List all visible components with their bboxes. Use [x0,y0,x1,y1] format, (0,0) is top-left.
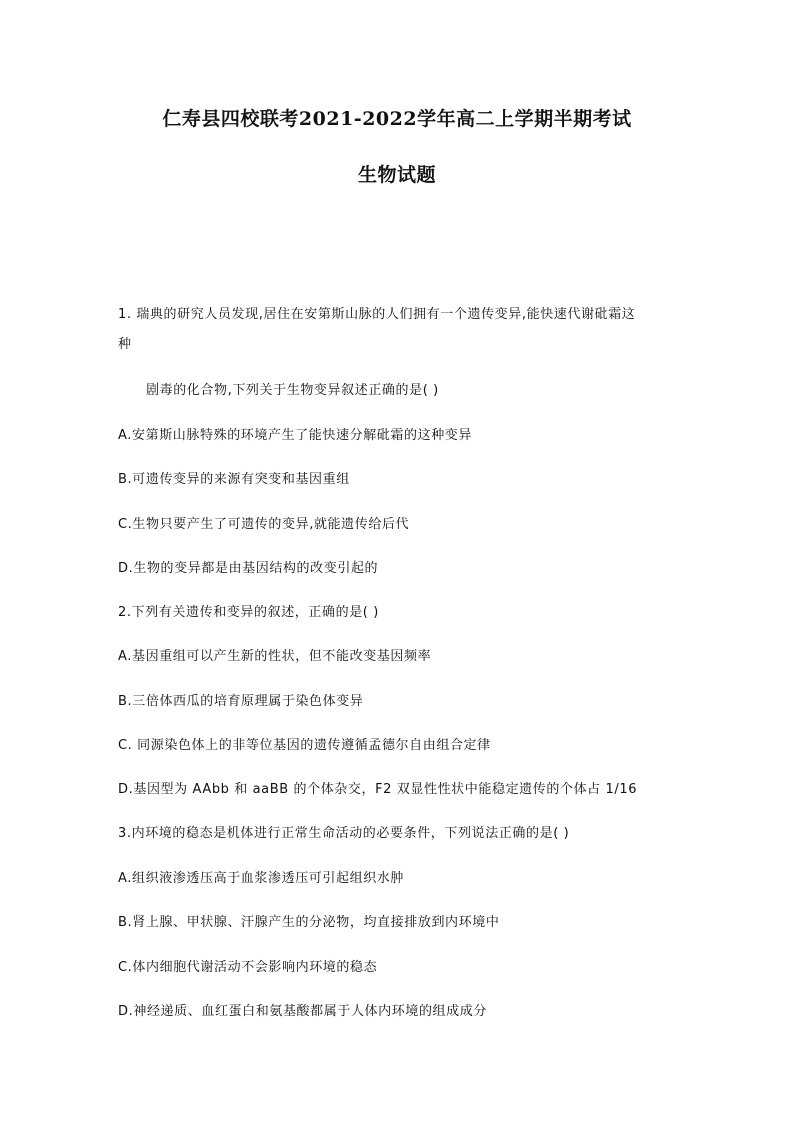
question-1-option-b: B.可遗传变异的来源有突变和基因重组 [118,472,350,487]
question-3-stem: 3.内环境的稳态是机体进行正常生命活动的必要条件，下列说法正确的是( ) [118,826,570,841]
question-3-option-d: D.神经递质、血红蛋白和氨基酸都属于人体内环境的组成成分 [118,1004,487,1019]
question-2-option-a: A.基因重组可以产生新的性状，但不能改变基因频率 [118,649,432,664]
question-2-option-c: C. 同源染色体上的非等位基因的遗传遵循孟德尔自由组合定律 [118,738,491,753]
question-3-option-b: B.肾上腺、甲状腺、汗腺产生的分泌物，均直接排放到内环境中 [118,915,500,930]
page-title: 仁寿县四校联考2021-2022学年高二上学期半期考试 [162,108,632,130]
question-2-option-d: D.基因型为 AAbb 和 aaBB 的个体杂交，F2 双显性性状中能稳定遗传的个体占 1/16 [118,782,638,797]
question-1-stem-line-3: 剧毒的化合物,下列关于生物变异叙述正确的是( ) [146,383,439,398]
question-2-option-b: B.三倍体西瓜的培育原理属于染色体变异 [118,694,364,709]
question-1-option-a: A.安第斯山脉特殊的环境产生了能快速分解砒霜的这种变异 [118,428,472,443]
question-3-option-c: C.体内细胞代谢活动不会影响内环境的稳态 [118,960,378,975]
question-3-option-a: A.组织液渗透压高于血浆渗透压可引起组织水肿 [118,871,404,886]
page-subtitle: 生物试题 [357,164,436,186]
question-1-stem-line-1: 1. 瑞典的研究人员发现,居住在安第斯山脉的人们拥有一个遗传变异,能快速代谢砒霜这 [118,307,636,322]
question-1-stem-line-2: 种 [118,337,132,352]
question-1-option-d: D.生物的变异都是由基因结构的改变引起的 [118,561,379,576]
question-1-option-c: C.生物只要产生了可遗传的变异,就能遗传给后代 [118,517,410,532]
question-2-stem: 2.下列有关遗传和变异的叙述，正确的是( ) [118,605,379,620]
